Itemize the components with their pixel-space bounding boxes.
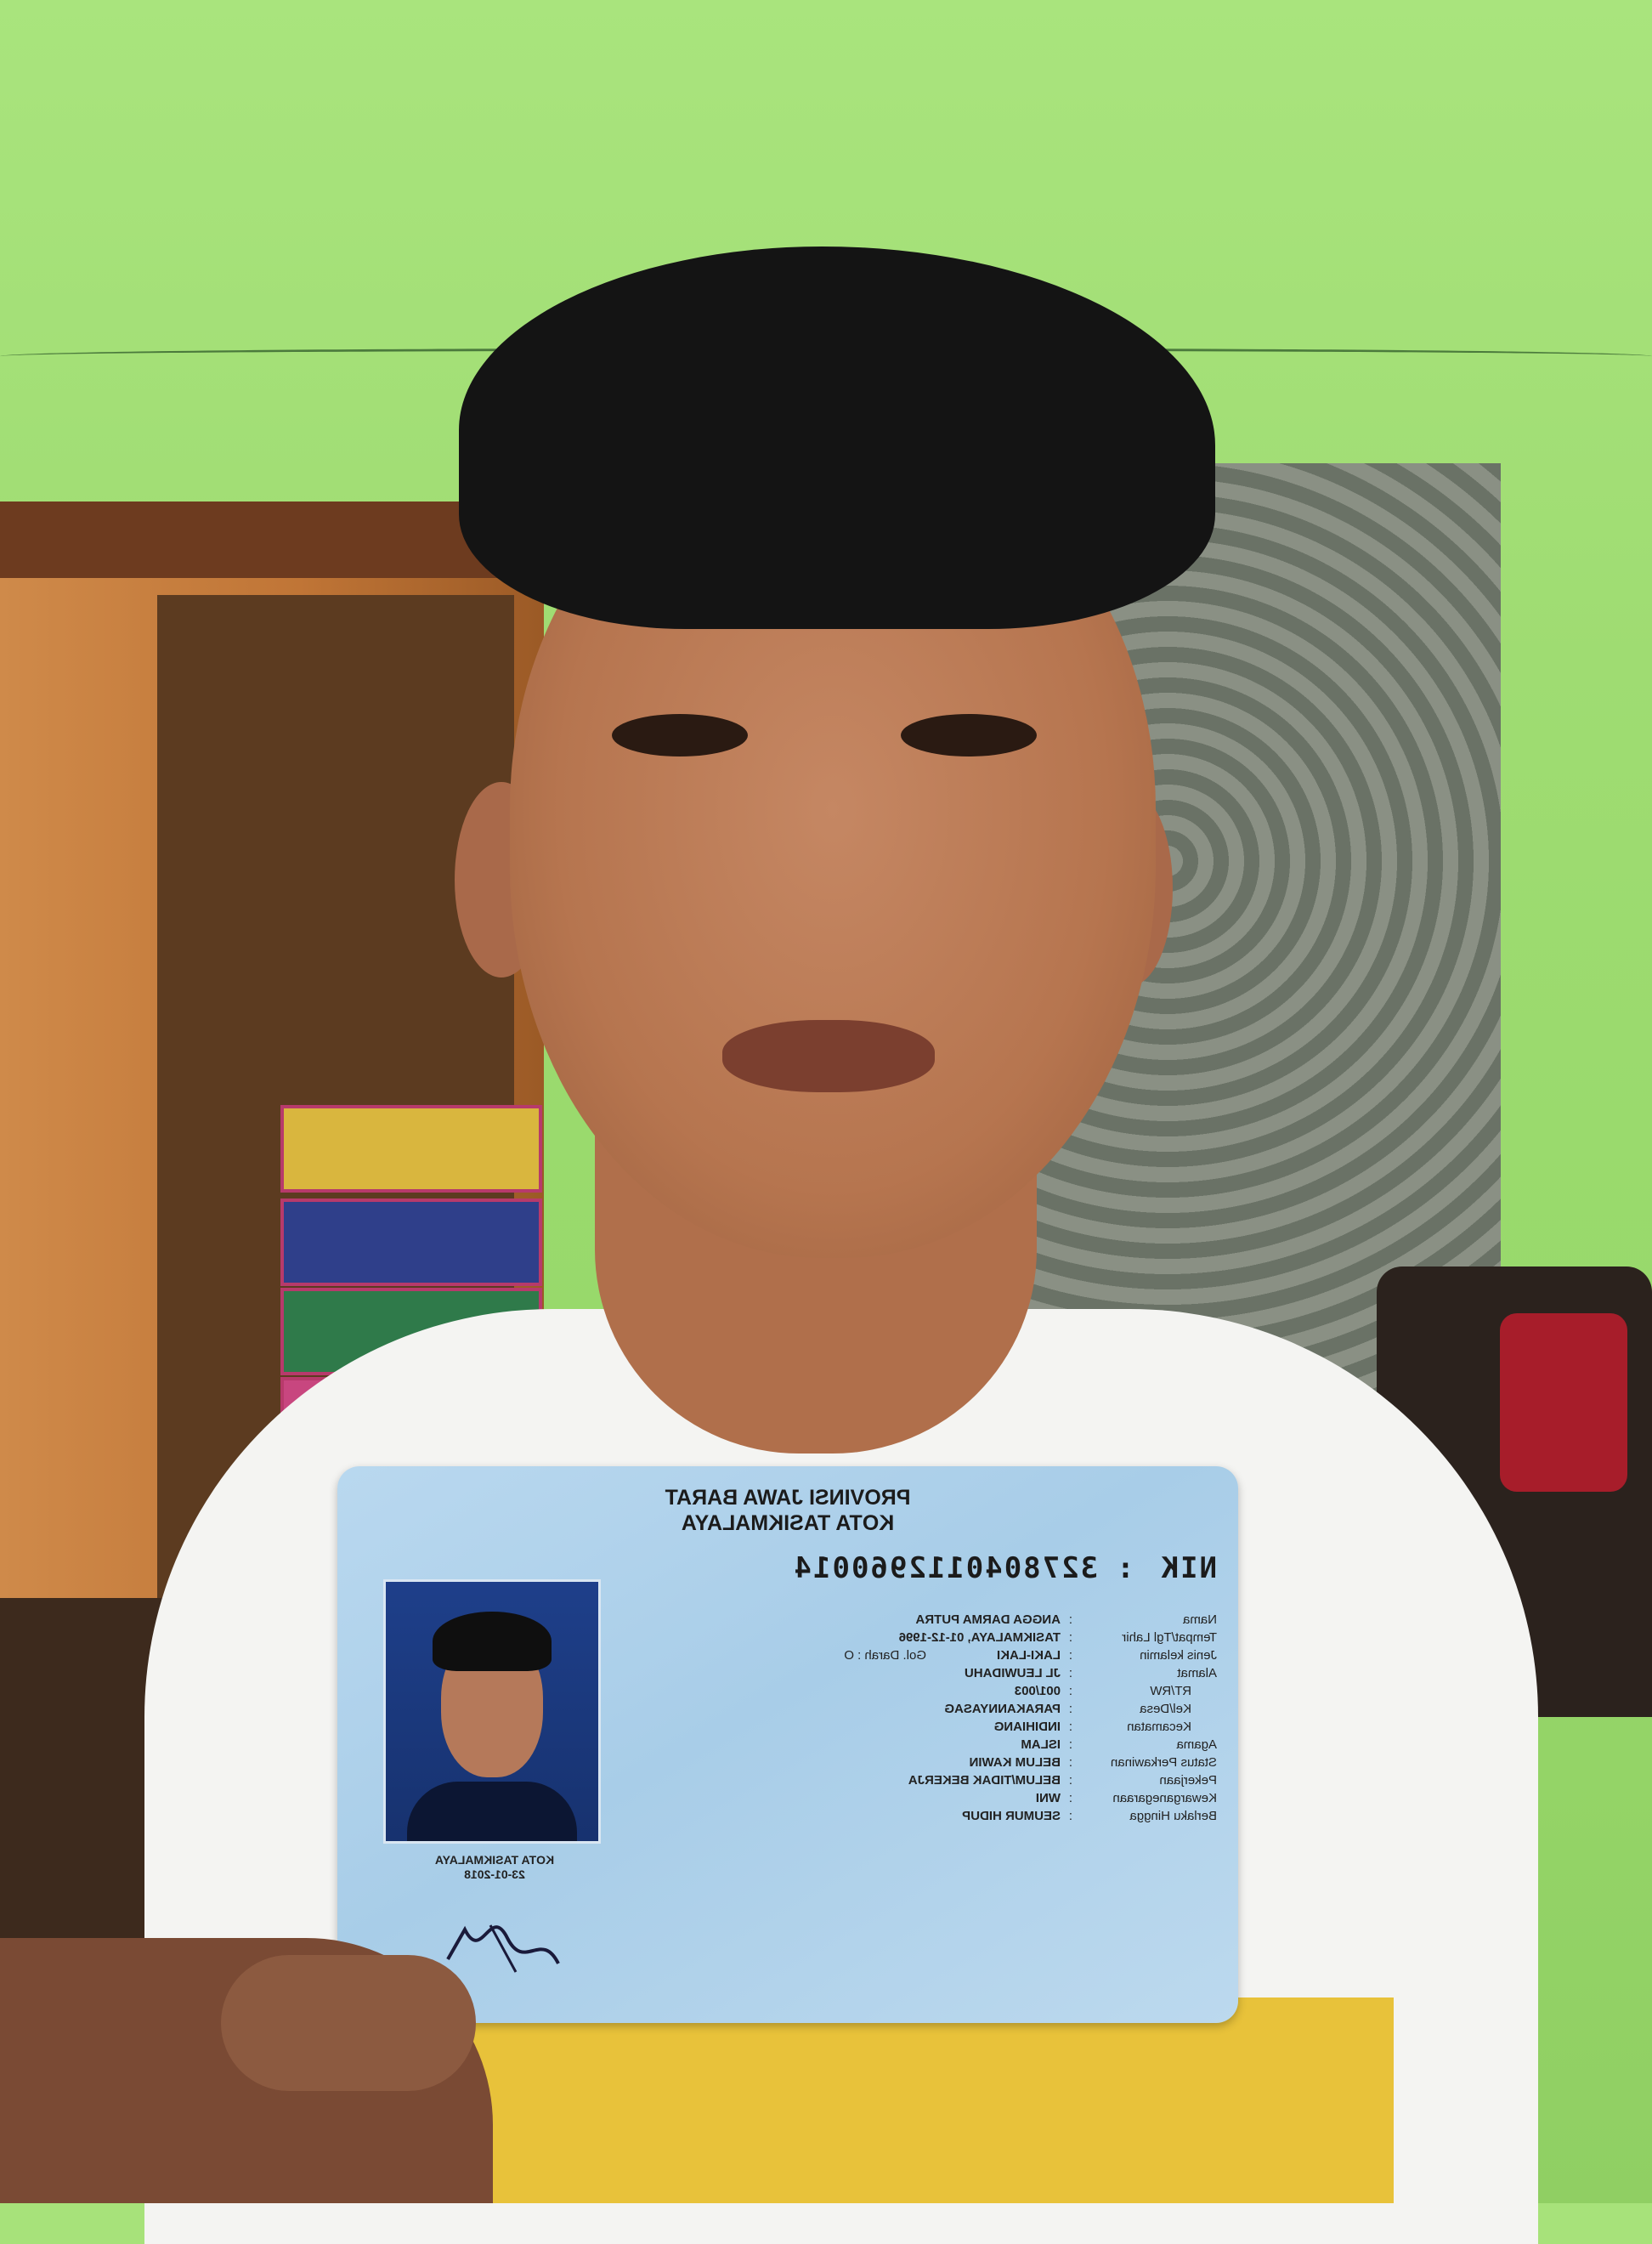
field-row: Nama : ANGGA DARMA PUTRA [789, 1611, 1217, 1629]
nik-row: NIK:3278040112960014 [792, 1551, 1217, 1585]
field-row: Kecamatan : INDIHIANG [789, 1718, 1217, 1736]
card-header [337, 1485, 1238, 1536]
field-label: Berlaku Hingga [1129, 1809, 1217, 1823]
field-label: Tempat/Tgl Lahir [1122, 1630, 1217, 1645]
id-card [337, 1466, 1238, 2023]
field-row: Kel/Desa : PARAKANNYASAG [789, 1700, 1217, 1718]
mouth [722, 1020, 935, 1092]
issue-date: 23-01-2018 [464, 1867, 525, 1881]
field-value: ANGGA DARMA PUTRA [915, 1612, 1061, 1627]
field-row: Pekerjaan : BELUM/TIDAK BEKERJA [789, 1771, 1217, 1789]
issue-place: KOTA TASIKMALAYA [434, 1853, 555, 1867]
thumb [221, 1955, 476, 2091]
field-value: TASIKMALAYA, 01-12-1996 [898, 1630, 1061, 1645]
nik-value: 3278040112960014 [792, 1551, 1099, 1585]
field-row: Status Perkawinan : BELUM KAWIN [789, 1754, 1217, 1771]
issue-info [376, 1853, 614, 1882]
field-value: INDIHIANG [993, 1720, 1061, 1734]
field-value: JL LEUWIDAHU [964, 1666, 1061, 1680]
storage-drawer [280, 1105, 542, 1193]
field-row: RT/RW : 001/003 [789, 1682, 1217, 1700]
field-value: WNI [1035, 1791, 1061, 1805]
field-row: Tempat/Tgl Lahir : TASIKMALAYA, 01-12-1996 [789, 1629, 1217, 1646]
blood-type: Gol. Darah : O [844, 1648, 926, 1663]
field-value: 001/003 [1014, 1684, 1061, 1698]
field-label: Kewarganegaraan [1112, 1791, 1217, 1805]
field-label: Nama [1182, 1612, 1217, 1627]
field-row: Berlaku Hingga : SEUMUR HIDUP [789, 1807, 1217, 1825]
field-value: LAKI-LAKI [997, 1648, 1061, 1663]
field-label: Agama [1176, 1737, 1217, 1752]
nik-label: NIK [1159, 1551, 1217, 1585]
shirt-print [459, 1998, 1394, 2203]
field-row: Alamat : JL LEUWIDAHU [789, 1664, 1217, 1682]
field-label: Kecamatan [1127, 1720, 1191, 1734]
field-label: RT/RW [1150, 1684, 1191, 1698]
field-value: ISLAM [1021, 1737, 1061, 1752]
field-label: Kel/Desa [1140, 1702, 1191, 1716]
id-photo [383, 1579, 601, 1844]
field-label: Status Perkawinan [1110, 1755, 1217, 1770]
photo-hair [433, 1612, 552, 1671]
card-fields [789, 1611, 1217, 1825]
field-value: BELUM/TIDAK BEKERJA [908, 1773, 1061, 1788]
field-row: Kewarganegaraan : WNI [789, 1789, 1217, 1807]
field-row: Jenis kelamin : LAKI-LAKI Gol. Darah : O [844, 1648, 1217, 1663]
field-value: BELUM KAWIN [969, 1755, 1061, 1770]
field-label: Alamat [1177, 1666, 1217, 1680]
right-eye [901, 714, 1037, 756]
photo-body [407, 1782, 577, 1841]
left-eye [612, 714, 748, 756]
province-text: PROVINSI JAWA BARAT [665, 1486, 911, 1510]
field-label: Jenis kelamin [1140, 1648, 1217, 1663]
field-label: Pekerjaan [1159, 1773, 1217, 1788]
id-card-mirrored-content [337, 1466, 1238, 2023]
field-row: Agama : ISLAM [789, 1736, 1217, 1754]
field-value: SEUMUR HIDUP [962, 1809, 1061, 1823]
storage-drawer [280, 1198, 542, 1286]
field-value: PARAKANNYASAG [944, 1702, 1061, 1716]
city-text: KOTA TASIKMALAYA [681, 1511, 895, 1535]
chair-cushion [1500, 1313, 1627, 1492]
